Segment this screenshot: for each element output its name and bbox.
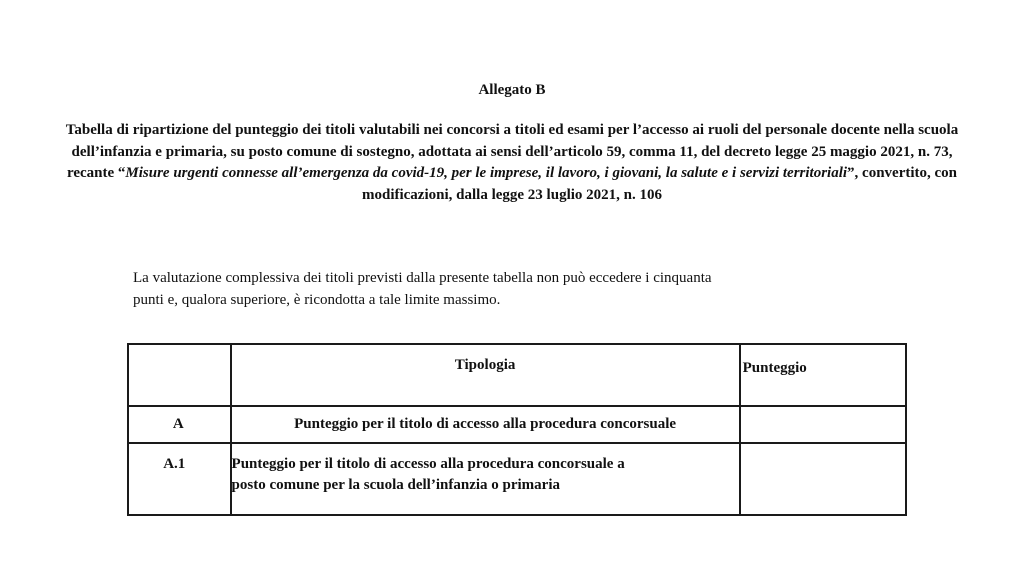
row-description: Punteggio per il titolo di accesso alla procedura concorsuale — [231, 406, 740, 443]
heading-text-italic: Misure urgenti connesse all’emergenza da covid-19, per le imprese, il lavoro, i giovani, la salute e i servizi territoriali — [125, 165, 848, 181]
document-heading — [62, 120, 962, 206]
heading-text-part2: ”, convertito, con modificazioni, dalla legge 23 luglio 2021, n. 106 — [361, 165, 958, 203]
row-score — [740, 443, 906, 515]
heading-text-part1: Tabella di ripartizione del punteggio dei titoli valutabili nei concorsi a titoli ed esami per l’accesso ai ruoli del personale docente nella scuola dell’infanzia e primaria, su posto comune di sostegno, adottata ai sensi dell’articolo 59, comma 11, del decreto legge 25 maggio 2021, n. 73, recante “ — [65, 122, 959, 181]
header-tipologia: Tipologia — [231, 344, 740, 406]
row-description-line-1: Punteggio per il titolo di accesso alla procedura concorsuale a — [231, 456, 625, 472]
intro-paragraph — [133, 267, 893, 311]
intro-line-2: punti e, qualora superiore, è ricondotta a tale limite massimo. — [133, 292, 501, 308]
table-row — [128, 443, 906, 515]
scoring-table — [127, 343, 907, 516]
row-code: A — [128, 406, 231, 443]
intro-line-1: La valutazione complessiva dei titoli previsti dalla presente tabella non può eccedere i cinquanta — [133, 270, 712, 286]
header-code-cell — [128, 344, 231, 406]
row-score — [740, 406, 906, 443]
row-description-line-2: posto comune per la scuola dell’infanzia o primaria — [231, 477, 561, 493]
header-punteggio: Punteggio — [740, 344, 906, 406]
row-description — [231, 443, 740, 515]
table-row — [128, 406, 906, 443]
table-header-row — [128, 344, 906, 406]
row-code: A.1 — [128, 443, 231, 515]
document-title: Allegato B — [478, 82, 546, 98]
